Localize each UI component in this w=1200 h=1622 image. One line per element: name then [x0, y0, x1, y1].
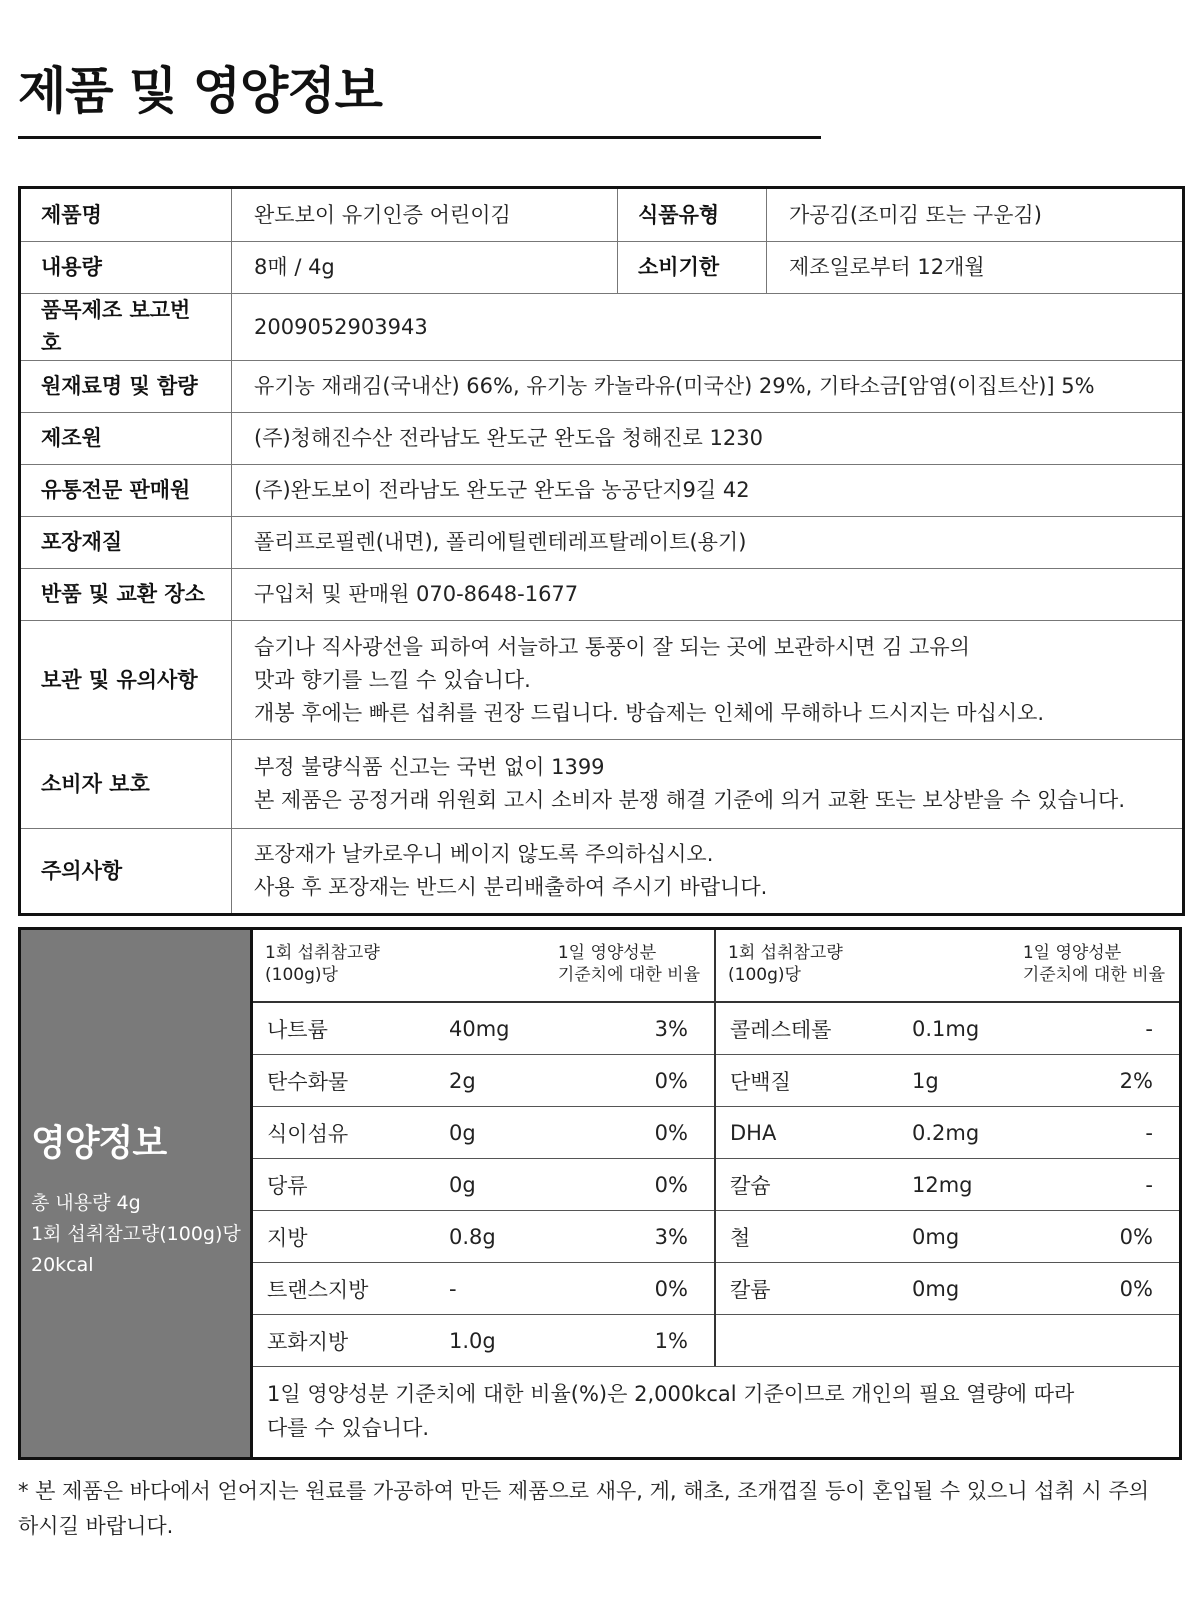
nutrient-name: 탄수화물: [267, 1069, 349, 1094]
return-label: 반품 및 교환 장소: [20, 569, 232, 621]
nutrient-amount: 0mg: [912, 1224, 960, 1249]
nutrition-body: [253, 1003, 1179, 1367]
nutrient-row: [716, 1107, 1179, 1159]
food-type-label: 식품유형: [618, 188, 767, 242]
nutrition-summary: [31, 1188, 241, 1281]
empty-row: [716, 1315, 1179, 1367]
nutrition-side-panel: [21, 930, 253, 1457]
daily-value-note: [253, 1367, 1179, 1455]
serving-header-line: (100g)당: [728, 965, 801, 985]
nutrient-name: 지방: [267, 1225, 308, 1250]
nutrient-amount: -: [449, 1276, 457, 1301]
caution-line: 포장재가 날카로우니 베이지 않도록 주의하십시오.: [254, 842, 714, 866]
nutrient-row: [716, 1055, 1179, 1107]
nutrient-row: [253, 1211, 714, 1263]
row-packaging: [20, 517, 1184, 569]
distributor-label: 유통전문 판매원: [20, 465, 232, 517]
serving-header: [728, 942, 843, 1001]
product-info-table: [18, 186, 1185, 916]
row-caution: [20, 829, 1184, 915]
nutrition-header: [253, 930, 1179, 1003]
daily-value-header: [1023, 942, 1165, 1001]
nutrient-percent: 0%: [654, 1120, 688, 1145]
nutrient-percent: 0%: [654, 1172, 688, 1197]
consumer-line: 본 제품은 공정거래 위원회 고시 소비자 분쟁 해결 기준에 의거 교환 또는 보상받을 수 있습니다.: [254, 788, 1125, 812]
nutrient-name: 식이섬유: [267, 1121, 349, 1146]
row-ingredients: [20, 361, 1184, 413]
note-line: 다를 수 있습니다.: [267, 1416, 430, 1440]
nutrient-percent: -: [1145, 1016, 1153, 1041]
nutrient-row: [253, 1055, 714, 1107]
nutrient-list-left: [253, 1003, 716, 1366]
nutrient-name: 칼슘: [730, 1173, 771, 1198]
nutrition-grid: [253, 930, 1179, 1457]
nutrient-percent: 2%: [1119, 1068, 1153, 1093]
nutrient-name: 단백질: [730, 1069, 791, 1094]
report-no-label: 품목제조 보고번호: [20, 294, 232, 361]
manufacturer-label: 제조원: [20, 413, 232, 465]
row-product-name: [20, 188, 1184, 242]
header-left: [253, 930, 716, 1001]
serving-header-line: (100g)당: [265, 965, 338, 985]
footnote-line: * 본 제품은 바다에서 얻어지는 원료를 가공하여 만든 제품으로 새우, 게, 해초, 조개껍질 등이 혼입될 수 있으니 섭취 시 주의: [18, 1479, 1150, 1503]
note-line: 1일 영양성분 기준치에 대한 비율(%)은 2,000kcal 기준이므로 개인의 필요 열량에 따라: [267, 1382, 1075, 1406]
row-manufacturer: [20, 413, 1184, 465]
consumer-label: 소비자 보호: [20, 740, 232, 829]
serving-header-line: 1회 섭취참고량: [265, 943, 380, 963]
nutrient-row: [253, 1107, 714, 1159]
nutrient-percent: 0%: [1119, 1224, 1153, 1249]
row-consumer-protection: [20, 740, 1184, 829]
row-contents: [20, 242, 1184, 294]
header-right: [716, 930, 1179, 1001]
serving-reference: 1회 섭취참고량(100g)당: [31, 1223, 241, 1245]
manufacturer-value: (주)청해진수산 전라남도 완도군 완도읍 청해진로 1230: [232, 413, 1184, 465]
nutrient-amount: 12mg: [912, 1172, 973, 1197]
storage-line: 습기나 직사광선을 피하여 서늘하고 통풍이 잘 되는 곳에 보관하시면 김 고유의: [254, 634, 970, 659]
report-no-value: 2009052903943: [232, 294, 1184, 361]
nutrient-amount: 40mg: [449, 1016, 510, 1041]
consumer-value: [232, 740, 1184, 829]
serving-header-line: 1회 섭취참고량: [728, 943, 843, 963]
caution-label: 주의사항: [20, 829, 232, 915]
nutrient-amount: 0g: [449, 1172, 476, 1197]
expiry-value: 제조일로부터 12개월: [767, 242, 1184, 294]
packaging-label: 포장재질: [20, 517, 232, 569]
page-title: 제품 및 영양정보: [18, 62, 382, 120]
nutrient-row: [716, 1003, 1179, 1055]
nutrient-row: [253, 1159, 714, 1211]
caution-value: [232, 829, 1184, 915]
food-type-value: 가공김(조미김 또는 구운김): [767, 188, 1184, 242]
nutrient-percent: 3%: [654, 1224, 688, 1249]
daily-header-line: 1일 영양성분: [557, 943, 657, 963]
storage-label: 보관 및 유의사항: [20, 621, 232, 740]
allergen-footnote: [18, 1474, 1182, 1544]
nutrient-row: [253, 1003, 714, 1055]
nutrient-name: 칼륨: [730, 1277, 771, 1302]
nutrient-amount: 0.8g: [449, 1224, 496, 1249]
nutrient-row: [716, 1211, 1179, 1263]
nutrient-percent: -: [1145, 1120, 1153, 1145]
nutrient-name: 철: [730, 1225, 751, 1250]
return-value: 구입처 및 판매원 070-8648-1677: [232, 569, 1184, 621]
nutrient-name: 당류: [267, 1173, 308, 1198]
nutrient-amount: 1g: [912, 1068, 939, 1093]
nutrient-row: [716, 1263, 1179, 1315]
caution-line: 사용 후 포장재는 반드시 분리배출하여 주시기 바랍니다.: [254, 875, 768, 899]
nutrient-percent: 0%: [654, 1068, 688, 1093]
nutrient-amount: 0mg: [912, 1276, 960, 1301]
serving-header: [265, 942, 380, 1001]
daily-header-line: 기준치에 대한 비율: [1022, 965, 1165, 985]
product-name-label: 제품명: [20, 188, 232, 242]
nutrient-row: [253, 1315, 714, 1367]
ingredients-label: 원재료명 및 함량: [20, 361, 232, 413]
nutrient-percent: 1%: [654, 1329, 688, 1353]
storage-value: [232, 621, 1184, 740]
nutrient-name: 트랜스지방: [267, 1277, 369, 1302]
packaging-value: 폴리프로필렌(내면), 폴리에틸렌테레프탈레이트(용기): [232, 517, 1184, 569]
daily-header-line: 기준치에 대한 비율: [557, 965, 700, 985]
nutrient-amount: 0g: [449, 1120, 476, 1145]
nutrition-title: 영양정보: [31, 1123, 167, 1164]
nutrient-row: [253, 1263, 714, 1315]
nutrient-amount: 1.0g: [449, 1329, 496, 1353]
row-report-no: [20, 294, 1184, 361]
nutrition-facts: [18, 927, 1182, 1460]
ingredients-value: 유기농 재래김(국내산) 66%, 유기농 카놀라유(미국산) 29%, 기타소금[암염(이집트산)] 5%: [232, 361, 1184, 413]
nutrient-percent: 0%: [1119, 1276, 1153, 1301]
nutrient-amount: 2g: [449, 1068, 476, 1093]
nutrient-amount: 0.1mg: [912, 1016, 980, 1041]
storage-line: 개봉 후에는 빠른 섭취를 권장 드립니다. 방습제는 인체에 무해하나 드시지는 마십시오.: [254, 700, 1045, 725]
nutrient-name: 나트륨: [267, 1017, 328, 1042]
product-name-value: 완도보이 유기인증 어린이김: [232, 188, 618, 242]
nutrient-list-right: [716, 1003, 1179, 1366]
nutrient-name: 콜레스테롤: [730, 1017, 832, 1042]
expiry-label: 소비기한: [618, 242, 767, 294]
storage-line: 맛과 향기를 느낄 수 있습니다.: [254, 667, 531, 692]
nutrient-name: DHA: [730, 1120, 777, 1145]
row-storage: [20, 621, 1184, 740]
nutrient-row: [716, 1159, 1179, 1211]
daily-value-header: [558, 942, 700, 1001]
nutrient-percent: 0%: [654, 1276, 688, 1301]
total-contents: 총 내용량 4g: [31, 1192, 141, 1214]
nutrient-name: 포화지방: [267, 1330, 349, 1354]
distributor-value: (주)완도보이 전라남도 완도군 완도읍 농공단지9길 42: [232, 465, 1184, 517]
contents-value: 8매 / 4g: [232, 242, 618, 294]
title-divider: [18, 136, 821, 139]
nutrient-amount: 0.2mg: [912, 1120, 980, 1145]
row-distributor: [20, 465, 1184, 517]
contents-label: 내용량: [20, 242, 232, 294]
nutrient-percent: 3%: [654, 1016, 688, 1041]
row-return-place: [20, 569, 1184, 621]
nutrient-percent: -: [1145, 1172, 1153, 1197]
consumer-line: 부정 불량식품 신고는 국번 없이 1399: [254, 755, 605, 779]
footnote-line: 하시길 바랍니다.: [18, 1514, 174, 1538]
calories: 20kcal: [31, 1254, 94, 1276]
daily-header-line: 1일 영양성분: [1022, 943, 1122, 963]
